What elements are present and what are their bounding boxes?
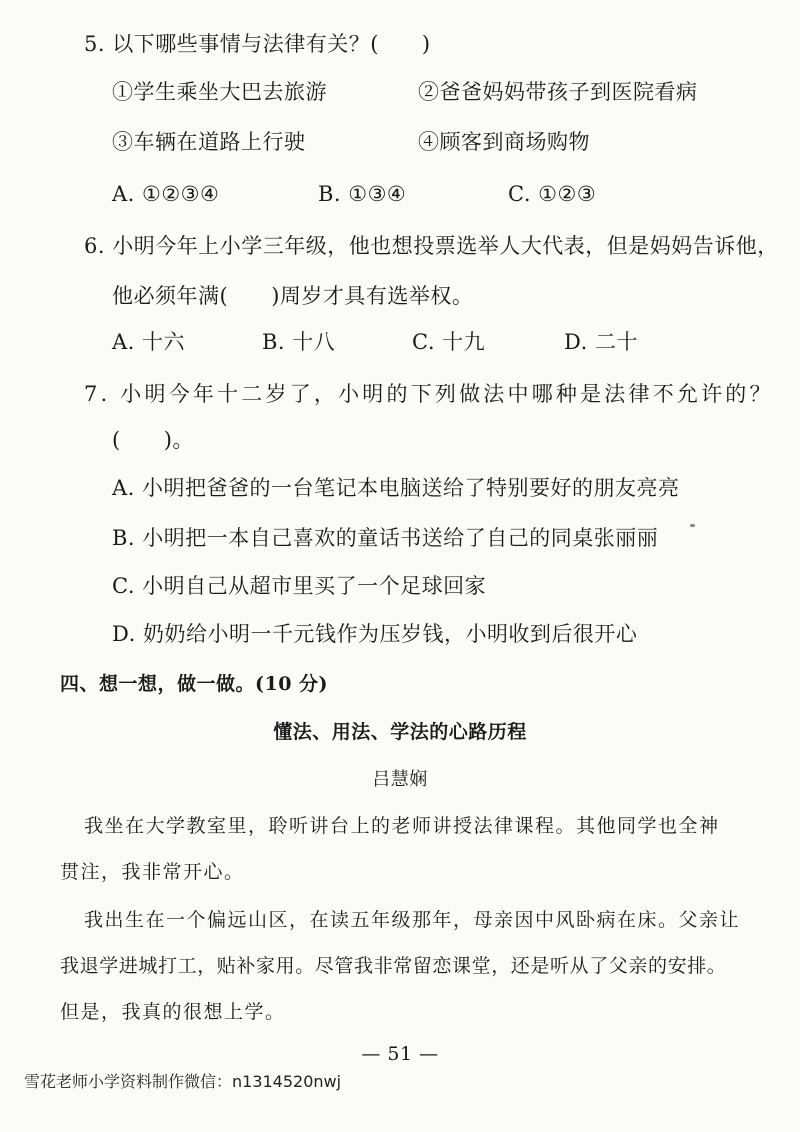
q5-item-3: ③车辆在道路上行驶 bbox=[112, 130, 306, 154]
scan-speck bbox=[690, 524, 695, 527]
q5-item-2: ②爸爸妈妈带孩子到医院看病 bbox=[418, 80, 698, 104]
paragraph-2-line-2: 我退学进城打工，贴补家用。尽管我非常留恋课堂，还是听从了父亲的安排。 bbox=[60, 955, 727, 977]
q6-stem-line-1: 6. 小明今年上小学三年级，他也想投票选举人大代表，但是妈妈告诉他， bbox=[84, 234, 779, 258]
q5-item-4: ④顾客到商场购物 bbox=[418, 130, 590, 154]
paragraph-1-line-2: 贯注，我非常开心。 bbox=[60, 861, 245, 883]
watermark-text: 雪花老师小学资料制作微信：n1314520nwj bbox=[24, 1072, 342, 1091]
page-number: — 51 — bbox=[361, 1043, 439, 1065]
q5-stem: 5. 以下哪些事情与法律有关？( ) bbox=[84, 32, 431, 56]
q5-choice-b: B. ①③④ bbox=[318, 182, 407, 206]
q5-choice-c: C. ①②③ bbox=[508, 182, 597, 206]
q6-choice-a: A. 十六 bbox=[112, 330, 186, 354]
section-heading: 四、想一想，做一做。(10 分) bbox=[60, 673, 329, 695]
article-author: 吕慧娴 bbox=[372, 769, 428, 790]
q6-choice-c: C. 十九 bbox=[412, 330, 486, 354]
paragraph-2-line-3: 但是，我真的很想上学。 bbox=[60, 1001, 286, 1023]
q7-stem-line-2: ( )。 bbox=[112, 428, 194, 452]
q7-choice-b: B. 小明把一本自己喜欢的童话书送给了自己的同桌张丽丽 bbox=[112, 526, 659, 550]
q7-choice-d: D. 奶奶给小明一千元钱作为压岁钱，小明收到后很开心 bbox=[112, 622, 638, 646]
article-title: 懂法、用法、学法的心路历程 bbox=[273, 721, 527, 743]
q7-choice-c: C. 小明自己从超市里买了一个足球回家 bbox=[112, 574, 487, 598]
q6-choice-d: D. 二十 bbox=[564, 330, 638, 354]
q6-stem-line-2: 他必须年满( )周岁才具有选举权。 bbox=[112, 284, 474, 308]
q5-item-1: ①学生乘坐大巴去旅游 bbox=[112, 80, 327, 104]
paragraph-2-line-1: 我出生在一个偏远山区，在读五年级那年，母亲因中风卧病在床。父亲让 bbox=[84, 909, 741, 931]
q7-stem-line-1: 7. 小明今年十二岁了，小明的下列做法中哪种是法律不允许的？ bbox=[84, 382, 774, 406]
q6-choice-b: B. 十八 bbox=[262, 330, 336, 354]
q7-choice-a: A. 小明把爸爸的一台笔记本电脑送给了特别要好的朋友亮亮 bbox=[112, 476, 680, 500]
paragraph-1-line-1: 我坐在大学教室里，聆听讲台上的老师讲授法律课程。其他同学也全神 bbox=[84, 815, 720, 837]
q5-choice-a: A. ①②③④ bbox=[112, 182, 220, 206]
